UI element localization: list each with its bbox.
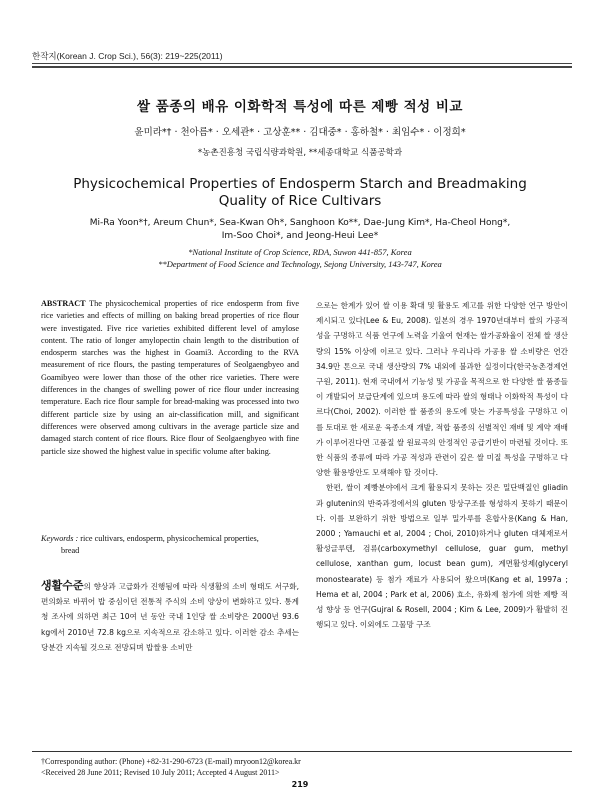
english-authors-line1: Mi-Ra Yoon*†, Areum Chun*, Sea-Kwan Oh*, Sanghoon Ko**, Dae-Jung Kim*, Ha-Cheol Hong*,: [89, 218, 511, 228]
right-paragraph-2: 한편, 쌀이 제빵분야에서 크게 활용되지 못하는 것은 밀단백질인 gliadin과 glutenin의 반죽과정에서의 gluten 망상구조를 형성하지 못하기 때문이다. 이를 보완하기 위한 방법으로 일부 밀가루를 혼합사용(Kang & Han, 2000 ; Yamauchi et al, 2004 ; Choi, 2010)하거나 gluten 대체재로서 활성글루텐, 검류(carboxymethyl cellulose, guar gum, methyl cellulose, xanthan gum, locust bean gum), 계면활성제(glyceryl monostearate) 등 첨가 재료가 사용되어 왔으며(Kang et al, 1997a ; Hema et al, 2004 ; Park et al, 2006) 효소, 유화제 첨가에 의한 제빵 적성 향상 등 연구(Gujral & Rosell, 2004 ; Kim & Lee, 2009)가 활발히 진행되고 있다. 이외에도 그물망 구조: [316, 483, 568, 630]
keywords-label: Keywords :: [41, 534, 79, 543]
introduction-left: [41, 578, 299, 655]
abstract-text: The physicochemical properties of rice endosperm from five rice varieties and effects of milling on baking bread properties of rice flour were investigated. Five rice varieties exhibited different level of amylose content. The ratio of longer amylopectin chain length to the distribution of endosperm starches was the highest in Goami3. According to the RVA measurement of rice flours, the pasting temperatures of Seolgaengbyeo and Goamibyeo were lower than those of the other rice varieties. There were differences in the changes of swelling power of rice flour under increasing temperature. Each rice flour sample for bread-making was processed into two different particle size by using an air-classification mill, and significant differences were observed among cultivars in the average particle size and damaged starch content of rice flours. Rice flour of Seolgaengbyeo with fine particle size showed the highest value in specific volume after baking.: [41, 299, 299, 456]
intro-lead: 생활수준: [41, 579, 84, 592]
english-affiliations: [40, 246, 560, 270]
korean-affiliations: *농촌진흥청 국립식량과학원, **세종대학교 식품공학과: [197, 148, 403, 158]
introduction-right: [316, 298, 568, 632]
abstract-label: ABSTRACT: [41, 299, 86, 308]
english-affiliation-2: **Department of Food Science and Technology, Sejong University, 143-747, Korea: [158, 259, 442, 269]
korean-authors: 윤미라*† · 천아름* · 오세관* · 고상훈** · 김대중* · 홍하철* · 최임수* · 이정희*: [134, 127, 466, 138]
footnote-dates: <Received 28 June 2011; Revised 10 July 2011; Accepted 4 August 2011>: [41, 768, 280, 777]
journal-header: 한작지(Korean J. Crop Sci.), 56(3): 219~225(2011): [32, 51, 223, 61]
english-title-line1: Physicochemical Properties of Endosperm Starch and Breadmaking: [73, 176, 527, 192]
footnote-corresponding: †Corresponding author: (Phone) +82-31-290-6723 (E-mail) mryoon12@korea.kr: [41, 757, 301, 766]
right-paragraph-1: 으로는 한계가 있어 쌀 이용 확대 및 활용도 제고를 위한 다양한 연구 방안이 제시되고 있다(Lee & Eu, 2008). 일본의 경우 1970년대부터 쌀의 가공적성을 구명하고 식품 연구에 노력을 기울여 현재는 쌀가공화율이 전체 쌀 생산량의 15% 이상에 이르고 있다. 그러나 우리나라 가공용 쌀 소비량은 연간 34.9만 톤으로 국내 생산량의 7% 내외에 불과한 실정이다(한국농촌경제연구원, 2011). 현재 국내에서 기능성 및 가공을 목적으로 한 다양한 쌀 품종들이 개발되어 보급단계에 있으며 용도에 따라 쌀의 형태나 이화학적 특성이 다르다(Choi, 2002). 이러한 쌀 품종의 용도에 맞는 가공특성을 구명하고 이를 토대로 한 새로운 육종소재 개발, 적합 품종의 선별적인 재배 및 계약 재배가 이루어진다면 고품질 쌀 원료곡의 안정적인 공급기반이 마련될 것이다. 또한 식품의 종류에 따라 가공 적성과 관련이 깊은 쌀 미질 특성을 구명하고 다양한 활용방안도 모색해야 할 것이다.: [316, 301, 568, 478]
english-title: [60, 176, 540, 210]
english-affiliation-1: *National Institute of Crop Science, RDA, Suwon 441-857, Korea: [188, 247, 412, 257]
page-number: 219: [291, 780, 309, 789]
english-authors: [60, 217, 540, 243]
footnote-rule: [32, 751, 572, 752]
header-rule: [32, 63, 572, 64]
english-title-line2: Quality of Rice Cultivars: [218, 193, 382, 209]
header-rule-thick: [32, 66, 572, 68]
intro-text: 의 향상과 고급화가 진행됨에 따라 식생활의 소비 형태도 서구화, 편의화로 바뀌어 밥 중심이던 전통적 주식의 소비 양상이 변화하고 있다. 통계청 조사에 의하면 최근 10여 년 동안 국내 1인당 쌀 소비량은 2000년 93.6 kg에서 2010년 72.8 kg으로 지속적으로 감소하고 있다. 이러한 감소 추세는 당분간 지속될 것으로 전망되며 밥쌀용 소비만: [41, 582, 299, 652]
english-authors-line2: Im-Soo Choi*, and Jeong-Heui Lee*: [221, 231, 379, 241]
keywords-text-line2: bread: [61, 546, 80, 556]
footnote: [41, 756, 571, 778]
keywords: [41, 533, 299, 558]
keywords-text-line1: rice cultivars, endosperm, physicochemical properties,: [80, 534, 259, 543]
abstract: [41, 298, 299, 458]
korean-title: 쌀 품종의 배유 이화학적 특성에 따른 제빵 적성 비교: [137, 99, 463, 115]
